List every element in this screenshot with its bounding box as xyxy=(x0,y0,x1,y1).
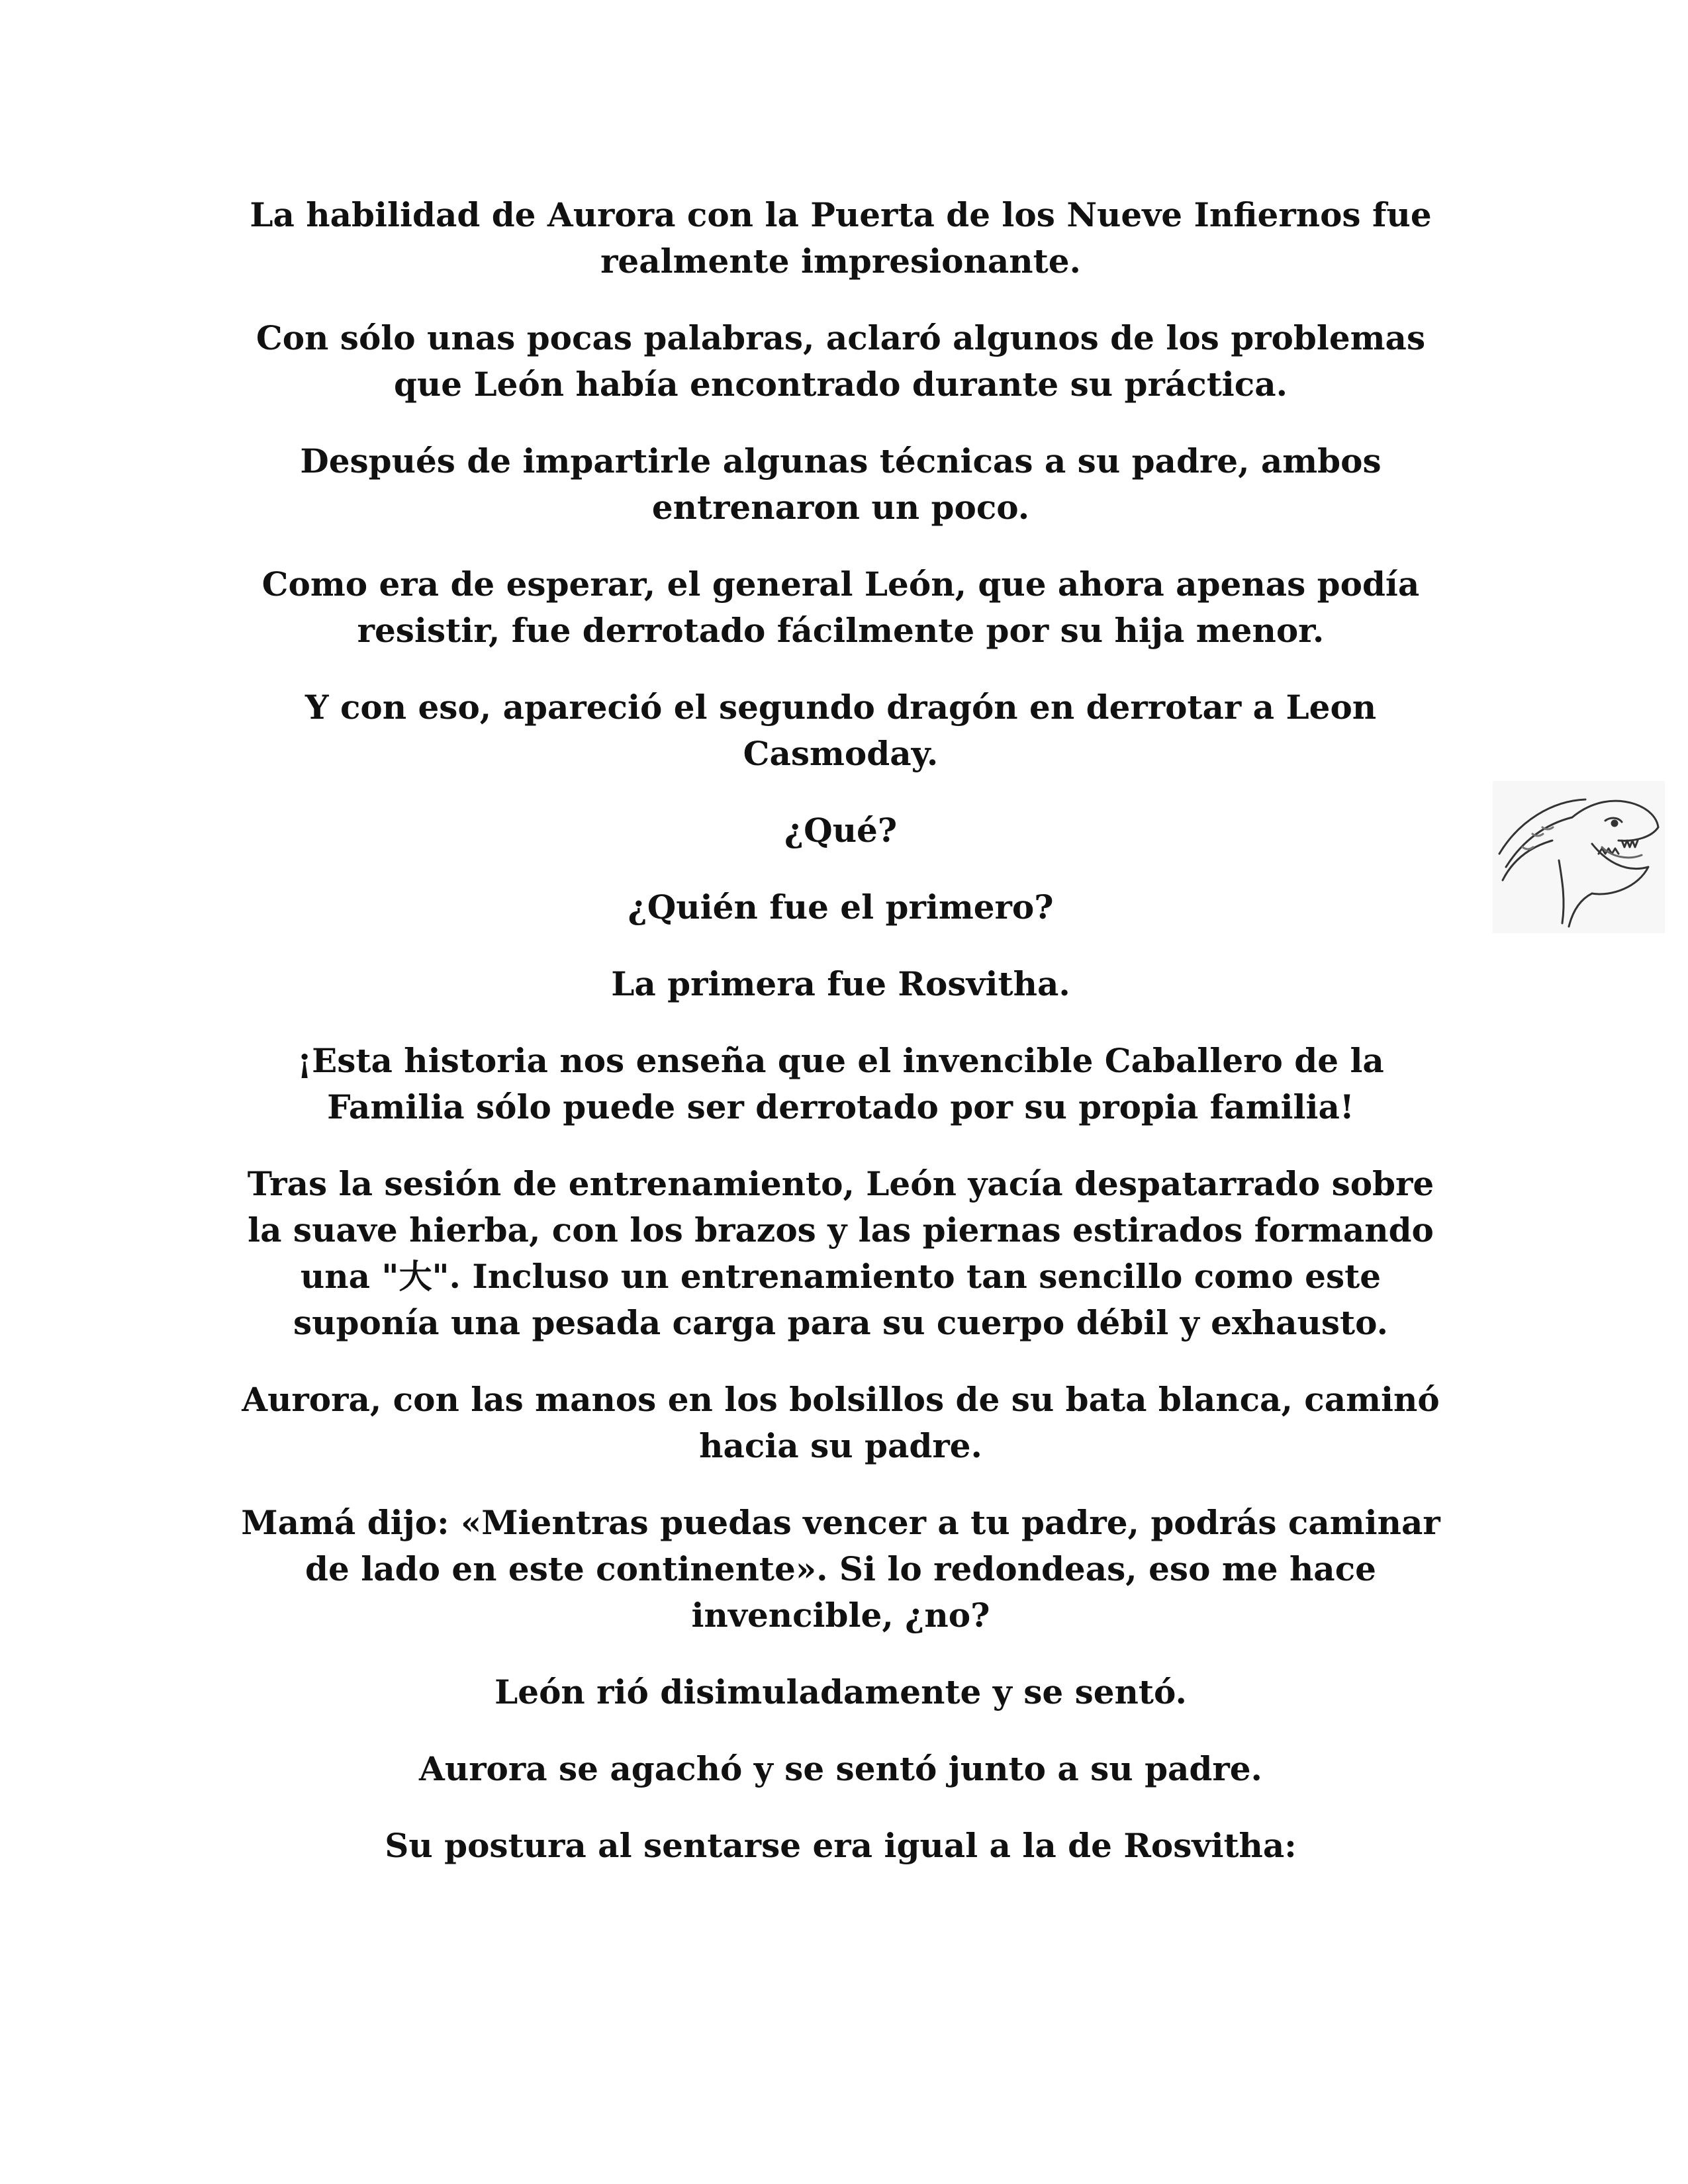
paragraph: Con sólo unas pocas palabras, aclaró algunos de los problemas que León había encontrado durante su práctica. xyxy=(256,318,1426,404)
paragraph: León rió disimuladamente y se sentó. xyxy=(494,1672,1187,1711)
paragraph: La habilidad de Aurora con la Puerta de los Nueve Infiernos fue realmente impresionante. xyxy=(250,195,1432,281)
paragraph: Su postura al sentarse era igual a la de Rosvitha: xyxy=(385,1826,1297,1865)
paragraph: ¿Quién fue el primero? xyxy=(628,887,1054,927)
dinosaur-head-icon xyxy=(1493,781,1665,933)
paragraph: ¡Esta historia nos enseña que el invencible Caballero de la Familia sólo puede ser derrotado por su propia familia! xyxy=(297,1041,1384,1126)
paragraph: Tras la sesión de entrenamiento, León yacía despatarrado sobre la suave hierba, con los brazos y las piernas estirados formando una "大". Incluso un entrenamiento tan sencillo como este suponía una pesada carga para su cuerpo débil y exhausto. xyxy=(247,1164,1434,1342)
paragraph: Aurora se agachó y se sentó junto a su padre. xyxy=(419,1749,1262,1788)
paragraph: Después de impartirle algunas técnicas a su padre, ambos entrenaron un poco. xyxy=(300,441,1382,527)
paragraph: Mamá dijo: «Mientras puedas vencer a tu padre, podrás caminar de lado en este continente». Si lo redondeas, eso me hace invencible, ¿no? xyxy=(241,1503,1440,1635)
body-text xyxy=(225,192,1456,1899)
paragraph: La primera fue Rosvitha. xyxy=(611,964,1070,1003)
paragraph: Como era de esperar, el general León, que ahora apenas podía resistir, fue derrotado fácilmente por su hija menor. xyxy=(261,565,1420,650)
paragraph: ¿Qué? xyxy=(784,811,898,850)
paragraph: Y con eso, apareció el segundo dragón en derrotar a Leon Casmoday. xyxy=(305,688,1377,773)
paragraph: Aurora, con las manos en los bolsillos de su bata blanca, caminó hacia su padre. xyxy=(242,1380,1440,1465)
